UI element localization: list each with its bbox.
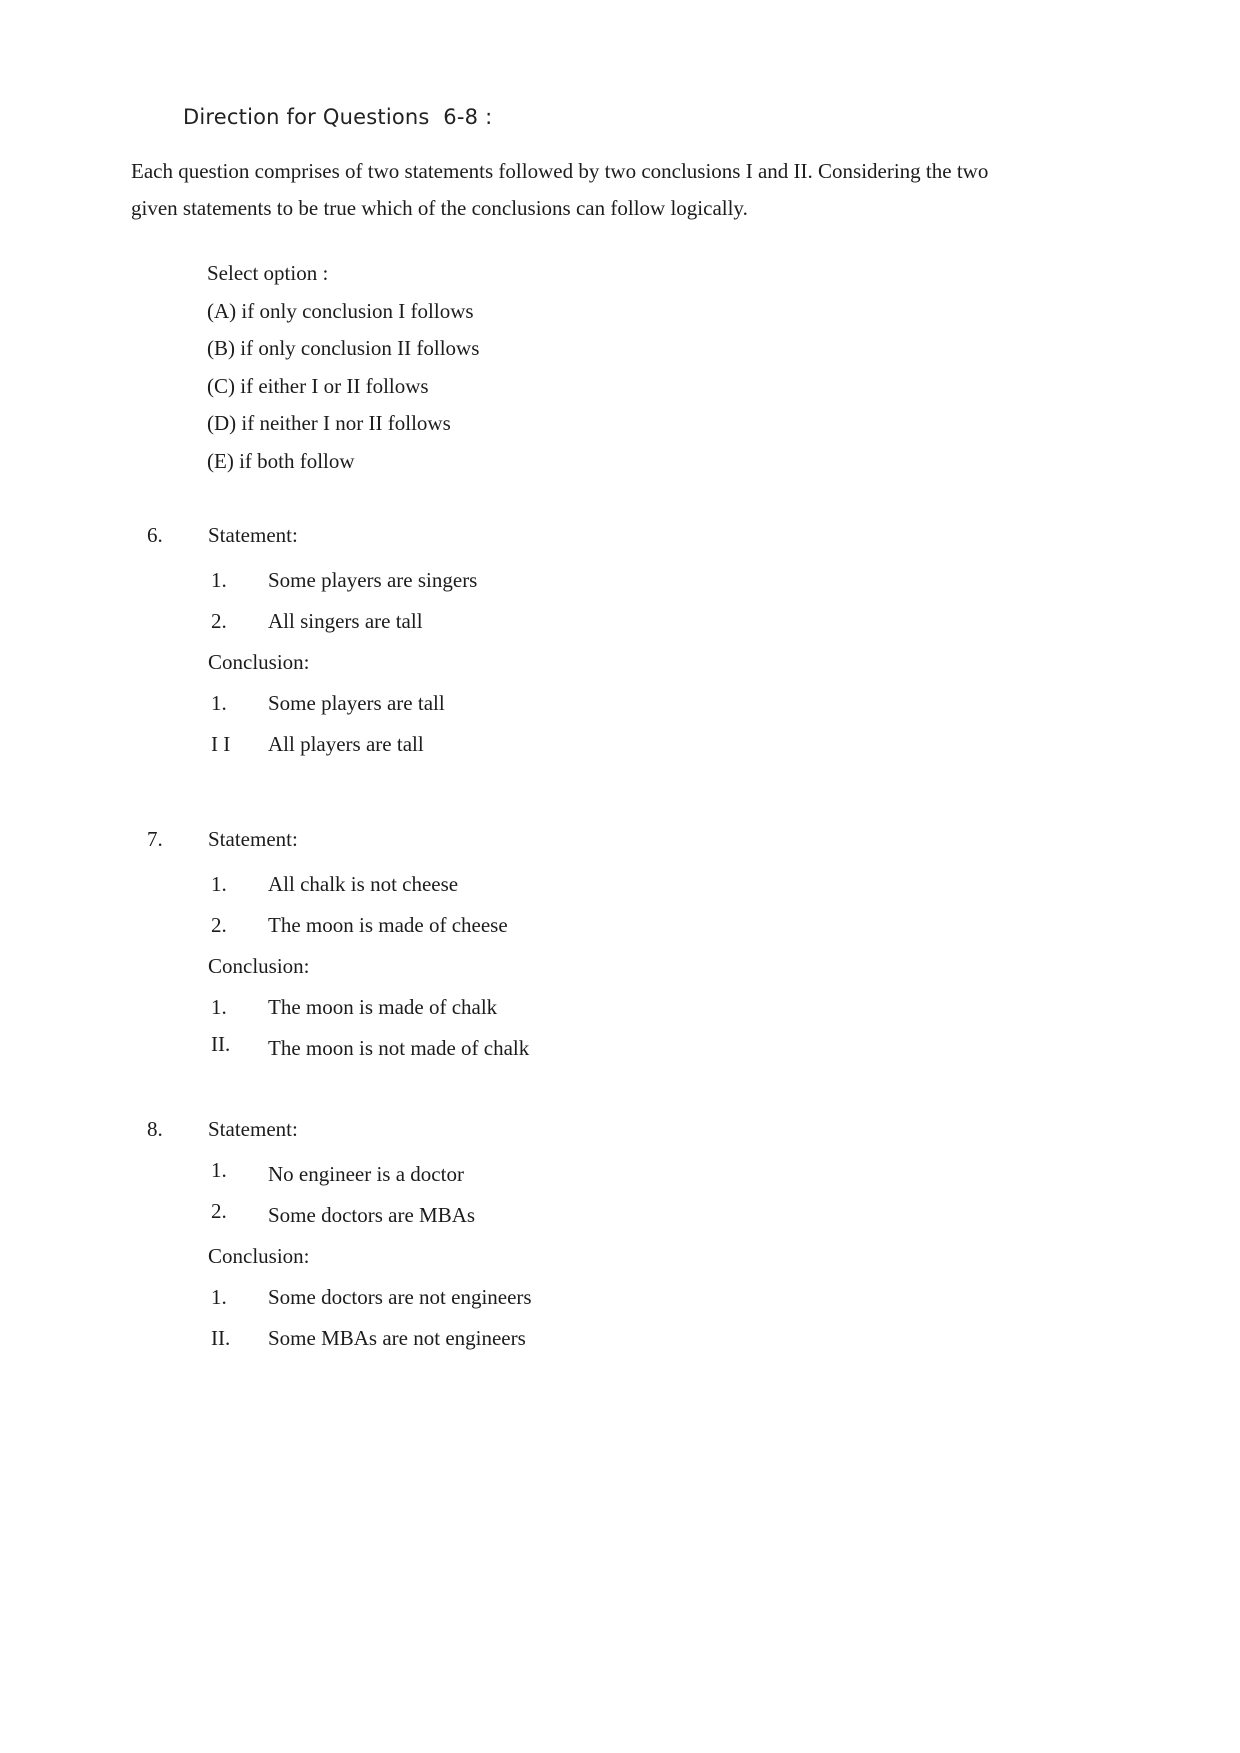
option-item-d: (D) if neither I nor II follows xyxy=(207,411,451,435)
conclusion-item-marker: 1. xyxy=(211,995,227,1019)
option-item-c: (C) if either I or II follows xyxy=(207,373,429,398)
conclusion-item-marker: II. xyxy=(211,1032,231,1056)
statement-item-text: No engineer is a doctor xyxy=(268,1162,464,1186)
statement-item-marker: 2. xyxy=(211,913,227,937)
conclusion-label: Conclusion: xyxy=(208,1244,310,1268)
question-header xyxy=(0,823,1240,856)
conclusion-label: Conclusion: xyxy=(208,650,310,674)
intro-paragraph xyxy=(131,153,1180,227)
conclusion-item-text: The moon is not made of chalk xyxy=(268,1036,530,1060)
statement-item xyxy=(211,605,1240,638)
conclusion-item-text: Some MBAs are not engineers xyxy=(268,1326,526,1350)
page-title: Direction for Questions 6-8 : xyxy=(183,105,493,129)
select-option-block xyxy=(207,255,1240,480)
statement-item-marker: 2. xyxy=(211,609,227,633)
conclusion-item xyxy=(211,991,1240,1024)
statement-label: Statement: xyxy=(208,1117,298,1141)
conclusion-item-marker: 1. xyxy=(211,691,227,715)
question-number: 7. xyxy=(147,827,163,851)
statement-label: Statement: xyxy=(208,523,298,547)
statement-item-text: All singers are tall xyxy=(268,609,423,633)
statement-label: Statement: xyxy=(208,827,298,851)
conclusion-item-marker: I I xyxy=(211,732,231,756)
statement-item-marker: 1. xyxy=(211,1158,227,1182)
conclusion-item xyxy=(211,728,1240,761)
conclusion-item-text: Some doctors are not engineers xyxy=(268,1285,532,1309)
question-number: 8. xyxy=(147,1117,163,1141)
conclusion-item xyxy=(211,1322,1240,1355)
conclusion-item-marker: 1. xyxy=(211,1285,227,1309)
statement-item xyxy=(211,564,1240,597)
statement-item xyxy=(211,1199,1240,1232)
question-header xyxy=(0,1113,1240,1146)
intro-paragraph-line: given statements to be true which of the conclusions can follow logically. xyxy=(131,196,748,220)
conclusion-item-text: Some players are tall xyxy=(268,691,445,715)
conclusion-item xyxy=(211,687,1240,720)
option-item-b: (B) if only conclusion II follows xyxy=(207,336,480,360)
statement-item xyxy=(211,868,1240,901)
statement-item xyxy=(211,1158,1240,1191)
statement-item-marker: 1. xyxy=(211,872,227,896)
question-header xyxy=(0,519,1240,552)
question-6 xyxy=(0,519,1240,761)
intro-paragraph-line: Each question comprises of two statements followed by two conclusions I and II. Considering the two xyxy=(131,159,989,183)
statement-item-marker: 2. xyxy=(211,1199,227,1223)
option-item-e: (E) if both follow xyxy=(207,448,355,473)
conclusion-item-marker: II. xyxy=(211,1326,231,1350)
statement-item-text: Some players are singers xyxy=(268,568,478,592)
statement-item-text: Some doctors are MBAs xyxy=(268,1203,476,1227)
question-7 xyxy=(0,823,1240,1065)
statement-item xyxy=(211,909,1240,942)
conclusion-item xyxy=(211,1032,1240,1065)
question-number: 6. xyxy=(147,523,163,547)
select-option-label: Select option : xyxy=(207,261,329,285)
question-8 xyxy=(0,1113,1240,1355)
statement-item-text: The moon is made of cheese xyxy=(268,913,508,937)
conclusion-label: Conclusion: xyxy=(208,954,310,978)
option-item-a: (A) if only conclusion I follows xyxy=(207,298,474,323)
statement-item-text: All chalk is not cheese xyxy=(268,872,459,896)
statement-item-marker: 1. xyxy=(211,568,227,592)
conclusion-item-text: The moon is made of chalk xyxy=(268,995,498,1019)
conclusion-item xyxy=(211,1281,1240,1314)
conclusion-item-text: All players are tall xyxy=(268,732,424,756)
